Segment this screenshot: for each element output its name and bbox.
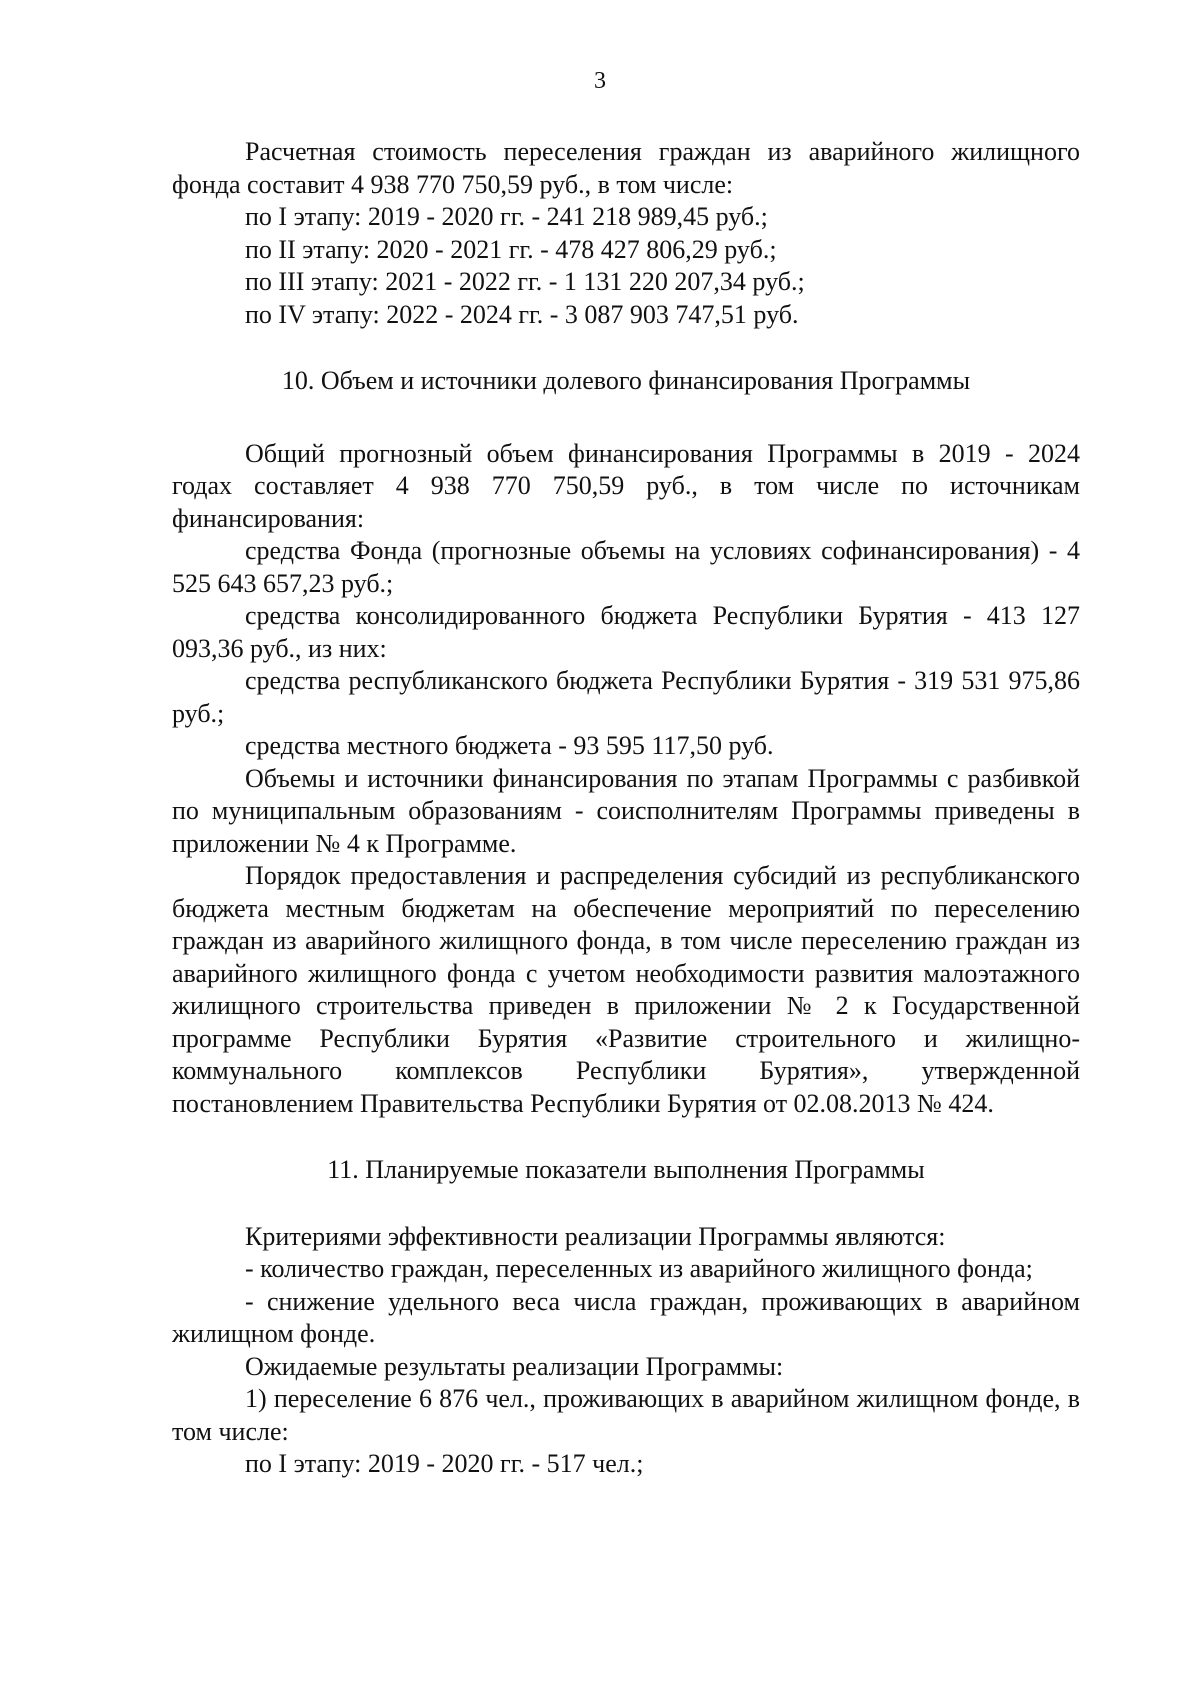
paragraph-local-budget: средства местного бюджета - 93 595 117,50 руб. bbox=[245, 731, 774, 760]
paragraph-criterion-2: - снижение удельного веса числа граждан, проживающих в аварийном жилищном фонде. bbox=[172, 1286, 1080, 1348]
paragraph-result-stage-1: по I этапу: 2019 - 2020 гг. - 517 чел.; bbox=[245, 1449, 644, 1478]
paragraph-criteria: Критериями эффективности реализации Программы являются: bbox=[245, 1221, 946, 1251]
paragraph-stages-appendix: Объемы и источники финансирования по этапам Программы с разбивкой по муниципальным образованиям - соисполнителям Программы приведены в приложении № 4 к Программе. bbox=[172, 763, 1080, 858]
paragraph-result-1: 1) переселение 6 876 чел., проживающих в аварийном жилищном фонде, в том числе: bbox=[172, 1384, 1080, 1446]
paragraph-criterion-1: - количество граждан, переселенных из аварийного жилищного фонда; bbox=[245, 1254, 1033, 1283]
paragraph-funding-total: Общий прогнозный объем финансирования Программы в 2019 - 2024 годах составляет 4 938 770 750,59 руб., в том числе по источникам финансирования: bbox=[172, 438, 1080, 533]
paragraph-republic-budget: средства республиканского бюджета Республики Бурятия - 319 531 975,86 руб.; bbox=[172, 666, 1080, 728]
section-heading-11: 11. Планируемые показатели выполнения Программы bbox=[327, 1155, 925, 1184]
paragraph-cost-total: Расчетная стоимость переселения граждан из аварийного жилищного фонда составит 4 938 770 750,59 руб., в том числе: bbox=[172, 137, 1080, 199]
paragraph-fund-sources: средства Фонда (прогнозные объемы на условиях софинансирования) - 4 525 643 657,23 руб.; bbox=[172, 536, 1080, 598]
paragraph-stage-1-cost: по I этапу: 2019 - 2020 гг. - 241 218 989,45 руб.; bbox=[245, 202, 768, 231]
paragraph-stage-2-cost: по II этапу: 2020 - 2021 гг. - 478 427 806,29 руб.; bbox=[245, 234, 777, 264]
paragraph-consolidated-budget: средства консолидированного бюджета Республики Бурятия - 413 127 093,36 руб., из них: bbox=[172, 601, 1080, 663]
paragraph-stage-4-cost: по IV этапу: 2022 - 2024 гг. - 3 087 903 747,51 руб. bbox=[245, 299, 799, 329]
document-body bbox=[172, 136, 1080, 1481]
page-number: 3 bbox=[594, 68, 606, 94]
paragraph-stage-3-cost: по III этапу: 2021 - 2022 гг. - 1 131 220 207,34 руб.; bbox=[245, 267, 805, 296]
paragraph-expected-results: Ожидаемые результаты реализации Программы: bbox=[245, 1351, 784, 1381]
paragraph-subsidy-procedure: Порядок предоставления и распределения субсидий из республиканского бюджета местным бюджетам на обеспечение мероприятий по переселению граждан из аварийного жилищного фонда, в том числе переселению граждан из аварийного жилищного фонда с учетом необходимости развития малоэтажного жилищного строительства приведен в приложении № 2 к Государственной программе Республики Бурятия «Развитие строительного и жилищно-коммунального комплексов Республики Бурятия», утвержденной постановлением Правительства Республики Бурятия от 02.08.2013 № 424. bbox=[172, 861, 1080, 1118]
section-heading-10: 10. Объем и источники долевого финансирования Программы bbox=[281, 366, 971, 395]
